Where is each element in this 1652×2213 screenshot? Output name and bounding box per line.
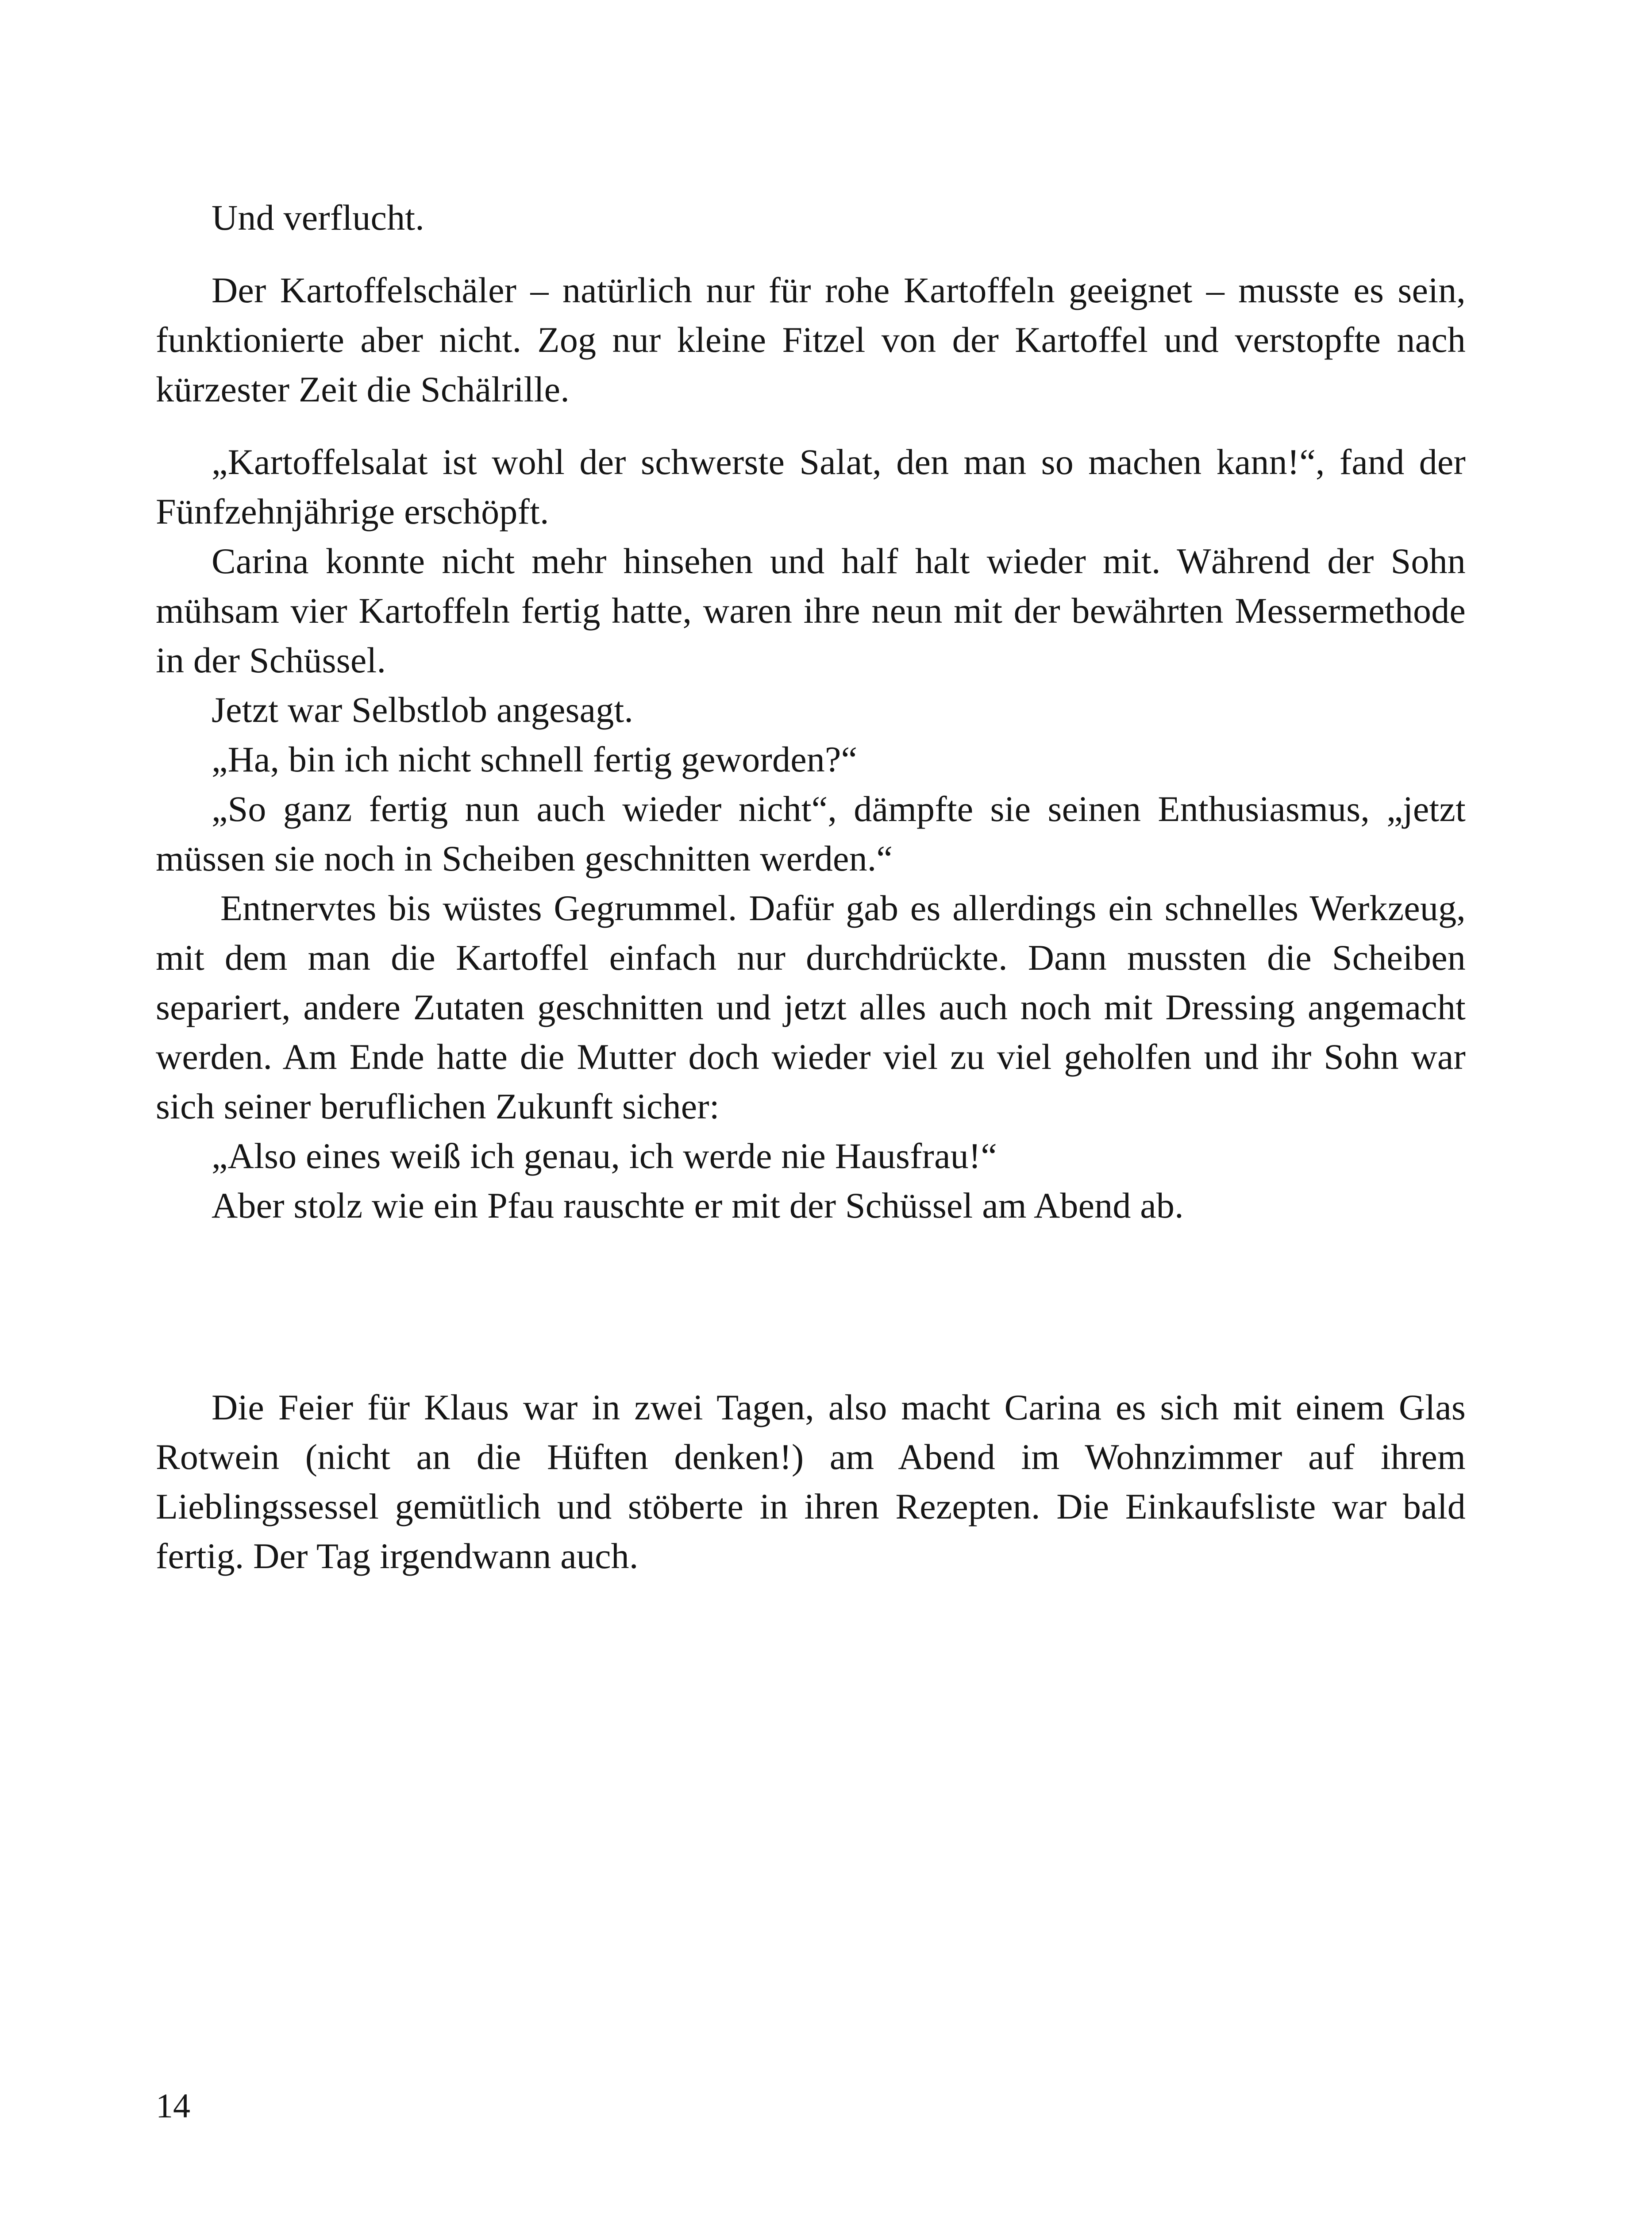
paragraph: „Also eines weiß ich genau, ich werde nie Hausfrau!“ [212,1136,997,1176]
paragraph: Aber stolz wie ein Pfau rauschte er mit der Schüssel am Abend ab. [212,1185,1184,1226]
paragraph: „Kartoffelsalat ist wohl der schwerste Salat, den man so machen kann!“, fand der Fünfzehnjährige erschöpft. [156,442,1466,532]
paragraph: Carina konnte nicht mehr hinsehen und half halt wieder mit. Während der Sohn mühsam vier Kartoffeln fertig hatte, waren ihre neun mit der bewährten Messermethode in der Schüssel. [156,541,1466,680]
paragraph: Und verflucht. [212,197,424,238]
paragraph: Jetzt war Selbstlob angesagt. [212,690,634,730]
paragraph: „Ha, bin ich nicht schnell fertig geworden?“ [212,739,858,779]
paragraph: „So ganz fertig nun auch wieder nicht“, dämpfte sie seinen Enthusiasmus, „jetzt müssen sie noch in Scheiben geschnitten werden.“ [156,789,1466,879]
text-section-1 [156,193,1466,1230]
text-section-2 [156,1383,1466,1581]
page-number: 14 [156,2086,190,2125]
paragraph: Entnervtes bis wüstes Gegrummel. Dafür gab es allerdings ein schnelles Werkzeug, mit dem man die Kartoffel einfach nur durchdrückte. Dann mussten die Scheiben separiert, andere Zutaten geschnitten und jetzt alles auch noch mit Dressing angemacht werden. Am Ende hatte die Mutter doch wieder viel zu viel geholfen und ihr Sohn war sich seiner beruflichen Zukunft sicher: [156,888,1466,1126]
paragraph: Der Kartoffelschäler – natürlich nur für rohe Kartoffeln geeignet – musste es sein, funktionierte aber nicht. Zog nur kleine Fitzel von der Kartoffel und verstopfte nach kürzester Zeit die Schälrille. [156,270,1466,409]
paragraph: Die Feier für Klaus war in zwei Tagen, also macht Carina es sich mit einem Glas Rotwein (nicht an die Hüften denken!) am Abend im Wohnzimmer auf ihrem Lieblingssessel gemütlich und stöberte in ihren Rezepten. Die Einkaufsliste war bald fertig. Der Tag irgendwann auch. [156,1387,1466,1576]
